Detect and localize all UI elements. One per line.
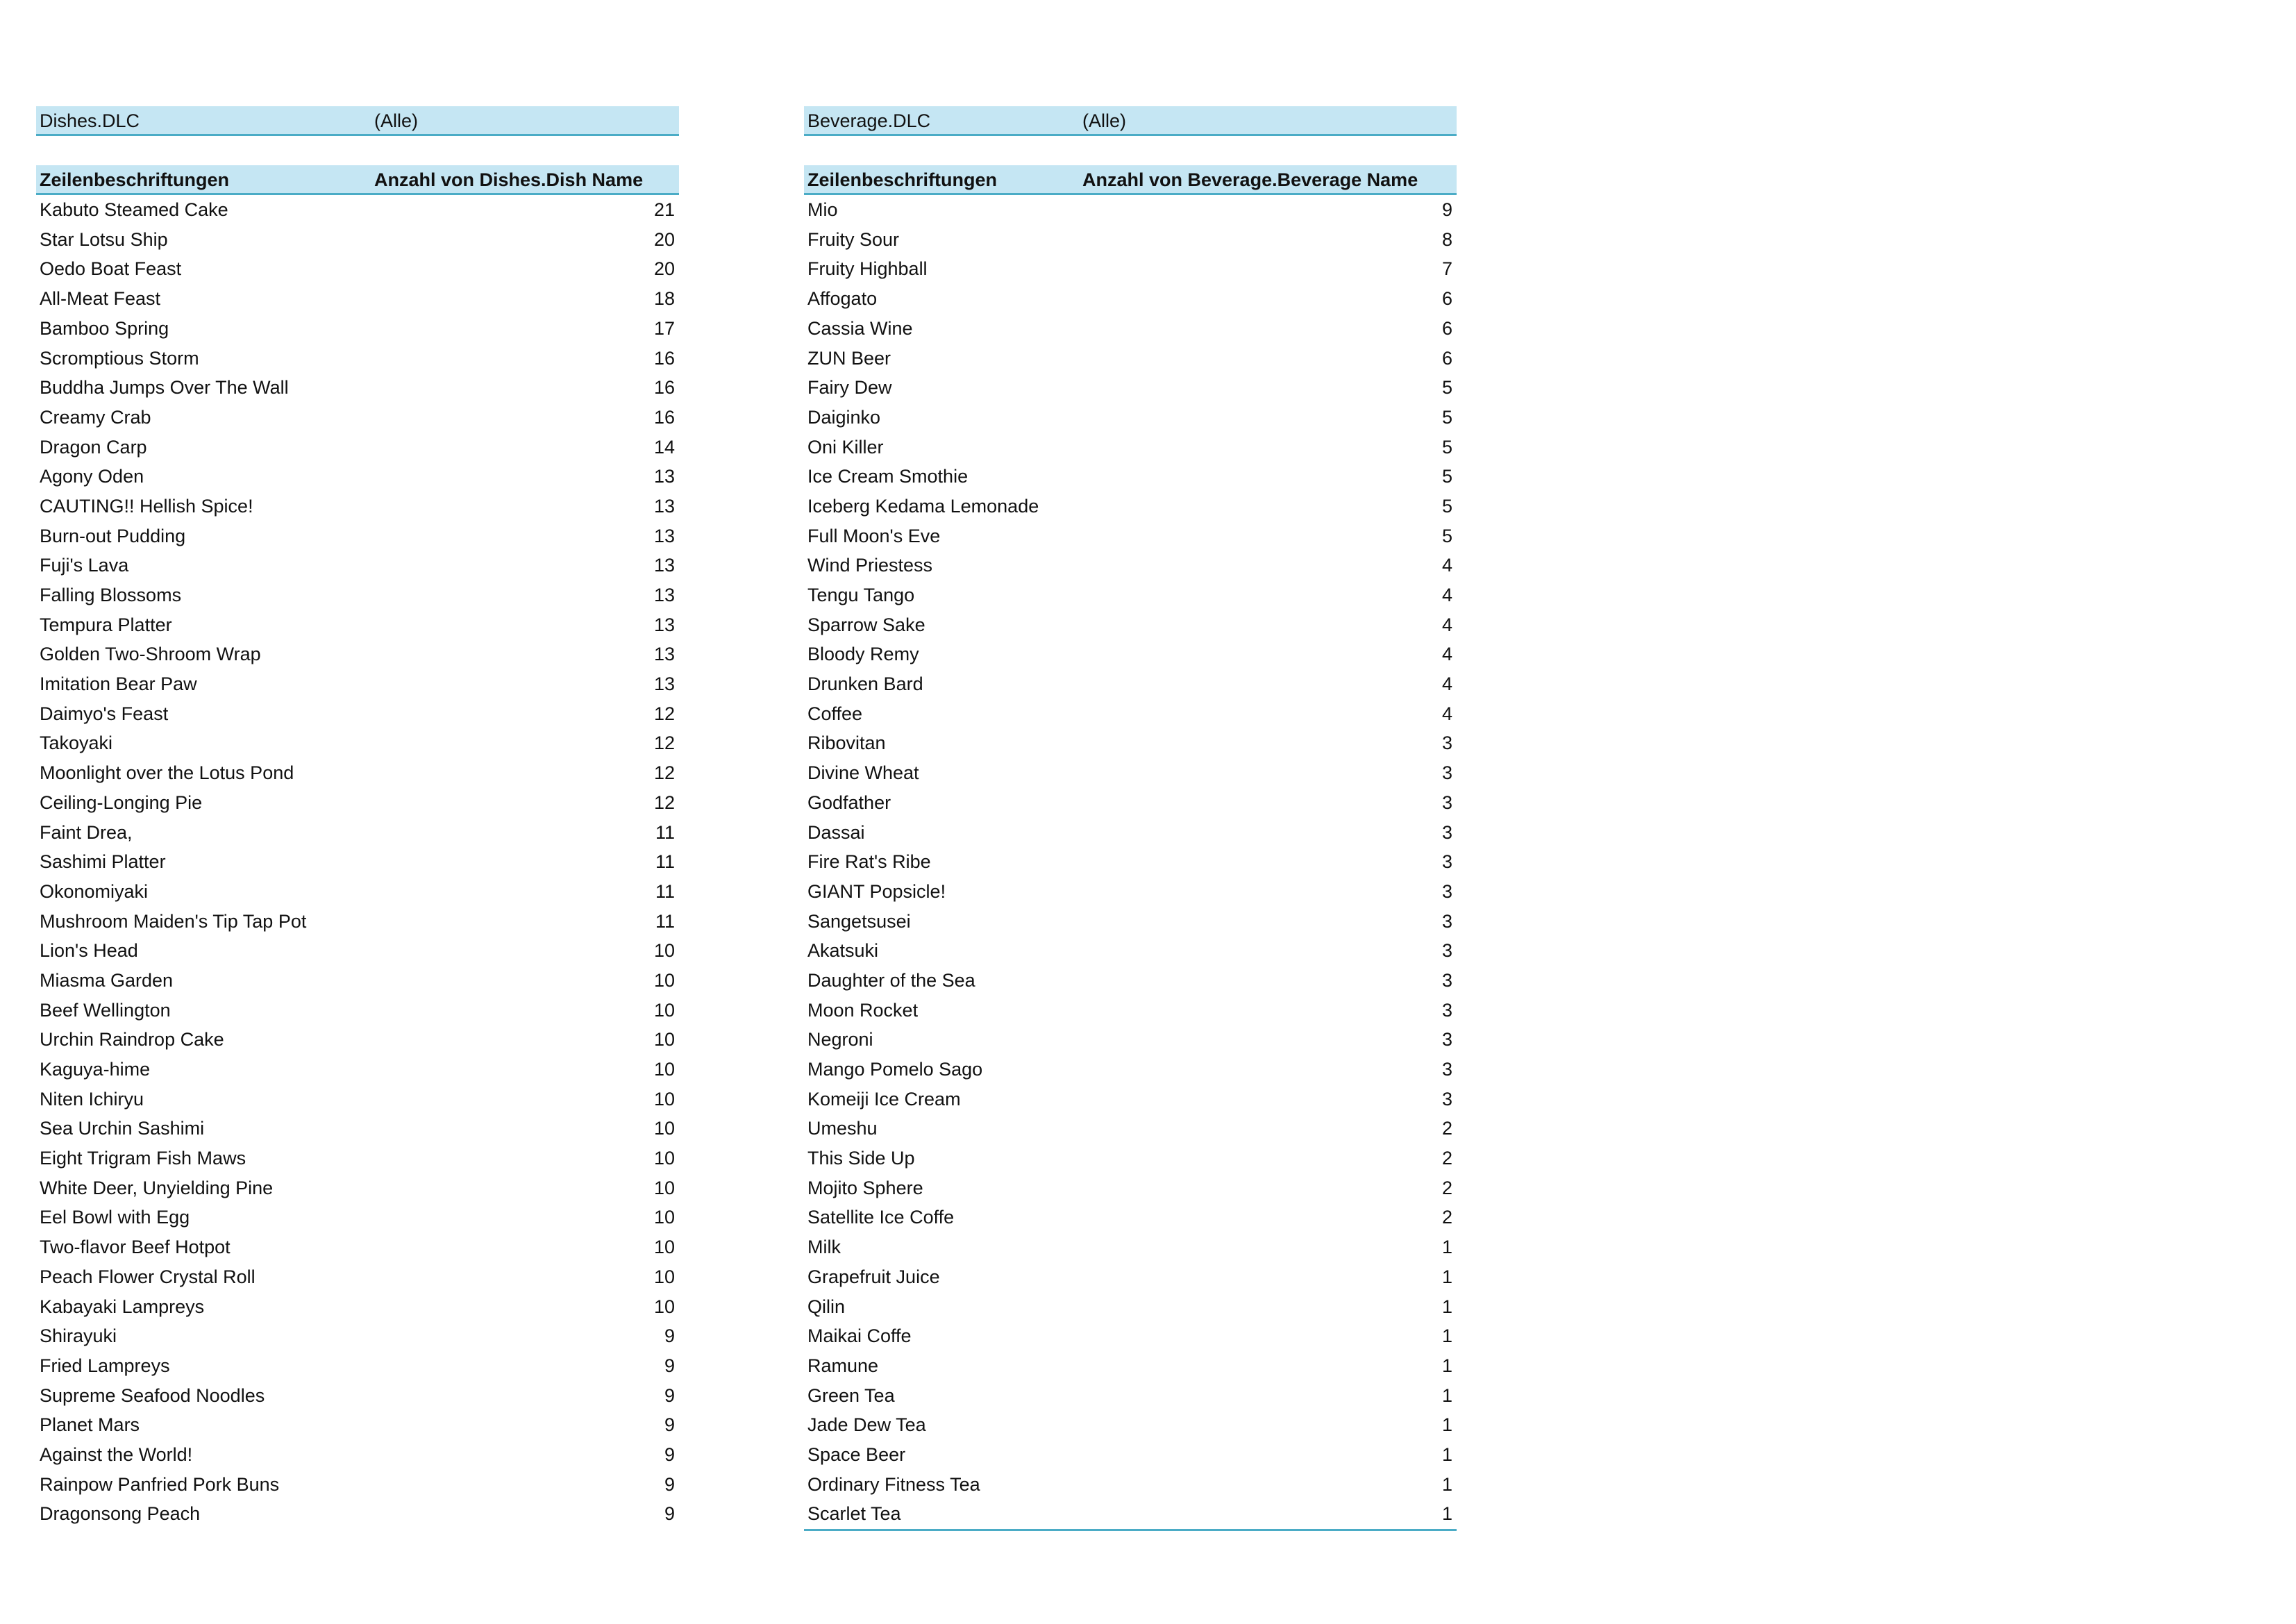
table-row[interactable] bbox=[804, 1381, 1457, 1411]
row-label: Agony Oden bbox=[40, 466, 144, 487]
row-count: 16 bbox=[653, 347, 675, 369]
row-count: 1 bbox=[1441, 1414, 1452, 1436]
row-count: 2 bbox=[1441, 1177, 1452, 1198]
row-count: 3 bbox=[1441, 1029, 1452, 1050]
dishes-filter-dropdown[interactable]: (Alle) bbox=[374, 110, 419, 131]
row-label: Godfather bbox=[807, 792, 891, 813]
table-row[interactable] bbox=[804, 551, 1457, 580]
row-count: 1 bbox=[1441, 1325, 1452, 1347]
table-row[interactable] bbox=[36, 847, 679, 877]
row-label: Eel Bowl with Egg bbox=[40, 1207, 190, 1228]
row-count: 1 bbox=[1441, 1473, 1452, 1495]
beverage-rows bbox=[804, 195, 1457, 1531]
row-count: 5 bbox=[1441, 377, 1452, 399]
row-count: 14 bbox=[653, 436, 675, 458]
row-label: Jade Dew Tea bbox=[807, 1414, 926, 1436]
table-row[interactable] bbox=[804, 433, 1457, 462]
row-count: 4 bbox=[1441, 703, 1452, 724]
row-label: Oni Killer bbox=[807, 436, 884, 458]
table-row[interactable] bbox=[804, 521, 1457, 551]
row-count: 11 bbox=[655, 821, 675, 843]
row-count: 2 bbox=[1441, 1207, 1452, 1228]
row-count: 17 bbox=[653, 317, 675, 339]
row-label: Space Beer bbox=[807, 1443, 906, 1465]
row-label: Mango Pomelo Sago bbox=[807, 1059, 983, 1080]
row-count: 10 bbox=[653, 1207, 675, 1228]
row-count: 5 bbox=[1441, 495, 1452, 517]
row-label: Fire Rat's Ribe bbox=[807, 851, 931, 873]
row-count: 6 bbox=[1441, 317, 1452, 339]
row-count: 10 bbox=[653, 1296, 675, 1317]
row-count: 16 bbox=[653, 377, 675, 399]
row-count: 1 bbox=[1441, 1443, 1452, 1465]
table-row[interactable] bbox=[804, 373, 1457, 403]
row-count: 4 bbox=[1441, 673, 1452, 695]
row-count: 4 bbox=[1441, 555, 1452, 576]
table-row[interactable] bbox=[36, 1144, 679, 1173]
table-row[interactable] bbox=[36, 758, 679, 788]
row-label: Tempura Platter bbox=[40, 614, 172, 635]
row-label: Daiginko bbox=[807, 406, 881, 428]
dishes-filter-row[interactable] bbox=[36, 106, 679, 136]
row-label: Kabuto Steamed Cake bbox=[40, 199, 228, 221]
table-row[interactable] bbox=[36, 966, 679, 996]
table-row[interactable] bbox=[804, 1055, 1457, 1085]
row-label: Falling Blossoms bbox=[40, 585, 182, 605]
row-label: Iceberg Kedama Lemonade bbox=[807, 495, 1039, 517]
row-label: Drunken Bard bbox=[807, 673, 923, 695]
table-row[interactable] bbox=[36, 1114, 679, 1144]
row-count: 3 bbox=[1441, 821, 1452, 843]
row-count: 5 bbox=[1441, 436, 1452, 458]
row-label: Beef Wellington bbox=[40, 999, 171, 1021]
table-row[interactable] bbox=[36, 1203, 679, 1232]
row-count: 9 bbox=[664, 1503, 675, 1525]
row-label: Bloody Remy bbox=[807, 644, 919, 665]
row-count: 13 bbox=[653, 673, 675, 695]
table-row[interactable] bbox=[804, 1410, 1457, 1440]
table-row[interactable] bbox=[36, 314, 679, 344]
row-count: 8 bbox=[1441, 228, 1452, 250]
row-count: 9 bbox=[664, 1443, 675, 1465]
row-label: Affogato bbox=[807, 288, 878, 310]
row-label: Bamboo Spring bbox=[40, 317, 169, 339]
row-label: Coffee bbox=[807, 703, 863, 724]
table-row[interactable] bbox=[804, 1025, 1457, 1055]
row-count: 11 bbox=[655, 910, 675, 932]
row-count: 3 bbox=[1441, 999, 1452, 1021]
beverage-row-labels-header[interactable]: Zeilenbeschriftungen bbox=[807, 169, 998, 191]
table-row[interactable] bbox=[804, 580, 1457, 610]
row-label: Buddha Jumps Over The Wall bbox=[40, 377, 289, 399]
row-count: 10 bbox=[653, 999, 675, 1021]
row-label: Maikai Coffe bbox=[807, 1325, 912, 1347]
row-label: Planet Mars bbox=[40, 1414, 140, 1436]
row-label: Faint Drea, bbox=[40, 821, 133, 843]
table-row[interactable] bbox=[804, 877, 1457, 907]
row-count: 13 bbox=[653, 495, 675, 517]
beverage-filter-row[interactable] bbox=[804, 106, 1457, 136]
table-row[interactable] bbox=[36, 521, 679, 551]
row-count: 1 bbox=[1441, 1355, 1452, 1376]
row-label: This Side Up bbox=[807, 1148, 915, 1169]
row-label: Tengu Tango bbox=[807, 585, 915, 605]
row-label: GIANT Popsicle! bbox=[807, 880, 946, 902]
row-count: 6 bbox=[1441, 288, 1452, 310]
row-count: 20 bbox=[653, 228, 675, 250]
row-label: Sashimi Platter bbox=[40, 851, 166, 873]
row-label: Sea Urchin Sashimi bbox=[40, 1118, 205, 1139]
row-label: Qilin bbox=[807, 1296, 846, 1317]
table-row[interactable] bbox=[36, 1410, 679, 1440]
row-count: 18 bbox=[653, 288, 675, 310]
row-label: Milk bbox=[807, 1237, 841, 1258]
table-row[interactable] bbox=[36, 254, 679, 284]
table-row[interactable] bbox=[804, 284, 1457, 314]
row-label: Dragon Carp bbox=[40, 436, 147, 458]
row-label: Akatsuki bbox=[807, 940, 879, 962]
row-label: Fried Lampreys bbox=[40, 1355, 170, 1376]
table-row[interactable] bbox=[804, 1173, 1457, 1203]
table-row[interactable] bbox=[804, 403, 1457, 433]
row-label: All-Meat Feast bbox=[40, 288, 161, 310]
row-count: 5 bbox=[1441, 466, 1452, 487]
row-label: Burn-out Pudding bbox=[40, 525, 186, 546]
dishes-row-labels-header[interactable]: Zeilenbeschriftungen bbox=[40, 169, 230, 191]
row-count: 1 bbox=[1441, 1266, 1452, 1287]
row-count: 13 bbox=[653, 585, 675, 605]
table-row[interactable] bbox=[804, 1470, 1457, 1500]
row-count: 3 bbox=[1441, 940, 1452, 962]
table-row[interactable] bbox=[804, 610, 1457, 640]
table-row[interactable] bbox=[36, 907, 679, 937]
table-row[interactable] bbox=[36, 492, 679, 521]
table-row[interactable] bbox=[804, 1499, 1457, 1529]
row-label: Takoyaki bbox=[40, 733, 113, 754]
row-label: Cassia Wine bbox=[807, 317, 913, 339]
row-label: Dragonsong Peach bbox=[40, 1503, 201, 1525]
row-label: Supreme Seafood Noodles bbox=[40, 1384, 265, 1406]
table-row[interactable] bbox=[36, 580, 679, 610]
dishes-header-row bbox=[36, 165, 679, 195]
row-count: 3 bbox=[1441, 880, 1452, 902]
row-label: Against the World! bbox=[40, 1443, 193, 1465]
row-count: 2 bbox=[1441, 1148, 1452, 1169]
table-row[interactable] bbox=[804, 936, 1457, 966]
row-count: 21 bbox=[653, 199, 675, 221]
row-count: 12 bbox=[653, 792, 675, 813]
row-label: Ribovitan bbox=[807, 733, 886, 754]
table-row[interactable] bbox=[36, 669, 679, 699]
table-row[interactable] bbox=[36, 433, 679, 462]
table-row[interactable] bbox=[36, 403, 679, 433]
table-row[interactable] bbox=[36, 877, 679, 907]
beverage-count-header: Anzahl von Beverage.Beverage Name bbox=[1082, 169, 1418, 191]
row-label: White Deer, Unyielding Pine bbox=[40, 1177, 274, 1198]
row-count: 13 bbox=[653, 555, 675, 576]
table-row[interactable] bbox=[36, 728, 679, 758]
row-label: Creamy Crab bbox=[40, 406, 151, 428]
row-count: 3 bbox=[1441, 851, 1452, 873]
row-label: Ceiling-Longing Pie bbox=[40, 792, 203, 813]
row-count: 3 bbox=[1441, 792, 1452, 813]
dishes-filter-label: Dishes.DLC bbox=[40, 110, 140, 131]
table-row[interactable] bbox=[804, 1085, 1457, 1114]
row-label: Star Lotsu Ship bbox=[40, 228, 168, 250]
row-count: 1 bbox=[1441, 1296, 1452, 1317]
table-row[interactable] bbox=[804, 728, 1457, 758]
row-label: Wind Priestess bbox=[807, 555, 933, 576]
row-count: 12 bbox=[653, 733, 675, 754]
table-row[interactable] bbox=[804, 462, 1457, 492]
table-row[interactable] bbox=[804, 699, 1457, 729]
row-count: 5 bbox=[1441, 406, 1452, 428]
row-label: Moon Rocket bbox=[807, 999, 919, 1021]
beverage-header-row bbox=[804, 165, 1457, 195]
row-label: Daimyo's Feast bbox=[40, 703, 169, 724]
dishes-count-header: Anzahl von Dishes.Dish Name bbox=[374, 169, 644, 191]
table-row[interactable] bbox=[36, 225, 679, 255]
table-row[interactable] bbox=[804, 225, 1457, 255]
row-count: 1 bbox=[1441, 1237, 1452, 1258]
table-row[interactable] bbox=[804, 1203, 1457, 1232]
table-row[interactable] bbox=[36, 699, 679, 729]
table-row[interactable] bbox=[36, 1440, 679, 1470]
row-label: Imitation Bear Paw bbox=[40, 673, 197, 695]
table-row[interactable] bbox=[36, 373, 679, 403]
row-label: Scarlet Tea bbox=[807, 1503, 901, 1525]
beverage-spacer bbox=[804, 136, 1457, 166]
table-row[interactable] bbox=[804, 639, 1457, 669]
row-count: 1 bbox=[1441, 1503, 1452, 1525]
row-count: 9 bbox=[664, 1325, 675, 1347]
row-label: Urchin Raindrop Cake bbox=[40, 1029, 224, 1050]
beverage-filter-dropdown[interactable]: (Alle) bbox=[1082, 110, 1127, 131]
row-label: Negroni bbox=[807, 1029, 873, 1050]
row-count: 10 bbox=[653, 1237, 675, 1258]
row-label: Sangetsusei bbox=[807, 910, 911, 932]
table-row[interactable] bbox=[36, 1055, 679, 1085]
table-row[interactable] bbox=[804, 1262, 1457, 1292]
row-count: 10 bbox=[653, 1177, 675, 1198]
row-count: 12 bbox=[653, 762, 675, 784]
row-count: 9 bbox=[664, 1414, 675, 1436]
row-count: 6 bbox=[1441, 347, 1452, 369]
table-row[interactable] bbox=[36, 551, 679, 580]
table-row[interactable] bbox=[804, 1292, 1457, 1322]
row-label: Scromptious Storm bbox=[40, 347, 199, 369]
table-row[interactable] bbox=[804, 254, 1457, 284]
table-row[interactable] bbox=[36, 996, 679, 1026]
row-count: 10 bbox=[653, 1059, 675, 1080]
row-label: Golden Two-Shroom Wrap bbox=[40, 644, 261, 665]
row-label: Moonlight over the Lotus Pond bbox=[40, 762, 294, 784]
row-label: Kaguya-hime bbox=[40, 1059, 151, 1080]
row-label: Full Moon's Eve bbox=[807, 525, 941, 546]
row-label: CAUTING!! Hellish Spice! bbox=[40, 495, 253, 517]
row-label: Oedo Boat Feast bbox=[40, 258, 182, 280]
row-label: Fairy Dew bbox=[807, 377, 892, 399]
row-label: Green Tea bbox=[807, 1384, 895, 1406]
row-label: Dassai bbox=[807, 821, 865, 843]
row-count: 10 bbox=[653, 940, 675, 962]
table-row[interactable] bbox=[804, 1114, 1457, 1144]
row-count: 13 bbox=[653, 525, 675, 546]
table-row[interactable] bbox=[36, 462, 679, 492]
table-row[interactable] bbox=[36, 1025, 679, 1055]
row-count: 3 bbox=[1441, 969, 1452, 991]
row-label: Ordinary Fitness Tea bbox=[807, 1473, 980, 1495]
row-label: Okonomiyaki bbox=[40, 880, 149, 902]
table-row[interactable] bbox=[804, 344, 1457, 374]
row-label: Shirayuki bbox=[40, 1325, 117, 1347]
row-label: Ice Cream Smothie bbox=[807, 466, 969, 487]
row-count: 1 bbox=[1441, 1384, 1452, 1406]
dishes-rows bbox=[36, 195, 679, 1529]
row-count: 2 bbox=[1441, 1118, 1452, 1139]
row-count: 12 bbox=[653, 703, 675, 724]
table-row[interactable] bbox=[36, 610, 679, 640]
row-count: 20 bbox=[653, 258, 675, 280]
row-label: Fuji's Lava bbox=[40, 555, 129, 576]
table-row[interactable] bbox=[36, 1351, 679, 1381]
table-row[interactable] bbox=[36, 1085, 679, 1114]
row-count: 9 bbox=[1441, 199, 1452, 221]
table-row[interactable] bbox=[804, 847, 1457, 877]
row-count: 5 bbox=[1441, 525, 1452, 546]
row-count: 3 bbox=[1441, 1059, 1452, 1080]
table-row[interactable] bbox=[804, 1351, 1457, 1381]
row-label: Ramune bbox=[807, 1355, 879, 1376]
table-row[interactable] bbox=[804, 1440, 1457, 1470]
row-label: Rainpow Panfried Pork Buns bbox=[40, 1473, 280, 1495]
beverage-pivot-table bbox=[804, 106, 1457, 1531]
row-count: 13 bbox=[653, 466, 675, 487]
row-count: 7 bbox=[1441, 258, 1452, 280]
table-row[interactable] bbox=[36, 1470, 679, 1500]
table-row[interactable] bbox=[36, 936, 679, 966]
row-count: 16 bbox=[653, 406, 675, 428]
table-row[interactable] bbox=[804, 1144, 1457, 1173]
table-row[interactable] bbox=[36, 788, 679, 818]
row-label: Divine Wheat bbox=[807, 762, 919, 784]
table-row[interactable] bbox=[804, 1321, 1457, 1351]
table-row[interactable] bbox=[804, 996, 1457, 1026]
row-label: Peach Flower Crystal Roll bbox=[40, 1266, 255, 1287]
row-label: Sparrow Sake bbox=[807, 614, 925, 635]
row-label: ZUN Beer bbox=[807, 347, 891, 369]
row-count: 13 bbox=[653, 614, 675, 635]
row-count: 10 bbox=[653, 1088, 675, 1110]
table-row[interactable] bbox=[804, 492, 1457, 521]
beverage-filter-label: Beverage.DLC bbox=[807, 110, 931, 131]
row-label: Kabayaki Lampreys bbox=[40, 1296, 205, 1317]
row-count: 3 bbox=[1441, 762, 1452, 784]
row-label: Mio bbox=[807, 199, 838, 221]
row-count: 4 bbox=[1441, 585, 1452, 605]
table-row[interactable] bbox=[804, 314, 1457, 344]
row-label: Satellite Ice Coffe bbox=[807, 1207, 955, 1228]
row-label: Daughter of the Sea bbox=[807, 969, 975, 991]
row-label: Niten Ichiryu bbox=[40, 1088, 144, 1110]
row-count: 10 bbox=[653, 969, 675, 991]
table-row[interactable] bbox=[36, 1232, 679, 1262]
row-count: 11 bbox=[655, 880, 675, 902]
table-row[interactable] bbox=[804, 669, 1457, 699]
row-label: Lion's Head bbox=[40, 940, 138, 962]
row-count: 4 bbox=[1441, 614, 1452, 635]
row-label: Grapefruit Juice bbox=[807, 1266, 940, 1287]
row-count: 10 bbox=[653, 1266, 675, 1287]
row-label: Komeiji Ice Cream bbox=[807, 1088, 961, 1110]
table-row[interactable] bbox=[804, 195, 1457, 225]
row-label: Umeshu bbox=[807, 1118, 878, 1139]
table-row[interactable] bbox=[804, 788, 1457, 818]
table-row[interactable] bbox=[36, 1262, 679, 1292]
table-row[interactable] bbox=[36, 1321, 679, 1351]
row-label: Miasma Garden bbox=[40, 969, 174, 991]
row-count: 3 bbox=[1441, 910, 1452, 932]
row-count: 9 bbox=[664, 1473, 675, 1495]
row-count: 11 bbox=[655, 851, 675, 873]
table-row[interactable] bbox=[36, 1381, 679, 1411]
row-count: 9 bbox=[664, 1384, 675, 1406]
table-row[interactable] bbox=[36, 1173, 679, 1203]
row-count: 3 bbox=[1441, 733, 1452, 754]
table-row[interactable] bbox=[36, 818, 679, 848]
table-row[interactable] bbox=[36, 344, 679, 374]
table-row[interactable] bbox=[804, 758, 1457, 788]
row-count: 4 bbox=[1441, 644, 1452, 665]
row-count: 3 bbox=[1441, 1088, 1452, 1110]
row-label: Eight Trigram Fish Maws bbox=[40, 1148, 246, 1169]
table-row[interactable] bbox=[36, 195, 679, 225]
dishes-spacer bbox=[36, 136, 679, 166]
row-label: Two-flavor Beef Hotpot bbox=[40, 1237, 231, 1258]
row-label: Mushroom Maiden's Tip Tap Pot bbox=[40, 910, 307, 932]
table-row[interactable] bbox=[804, 1232, 1457, 1262]
table-row[interactable] bbox=[804, 907, 1457, 937]
row-label: Fruity Highball bbox=[807, 258, 928, 280]
row-count: 13 bbox=[653, 644, 675, 665]
table-row[interactable] bbox=[804, 818, 1457, 848]
row-label: Fruity Sour bbox=[807, 228, 900, 250]
dishes-pivot-table bbox=[36, 106, 679, 1529]
row-count: 10 bbox=[653, 1148, 675, 1169]
table-row[interactable] bbox=[36, 1499, 679, 1529]
row-label: Mojito Sphere bbox=[807, 1177, 923, 1198]
table-row[interactable] bbox=[36, 639, 679, 669]
table-row[interactable] bbox=[804, 966, 1457, 996]
table-row[interactable] bbox=[36, 284, 679, 314]
table-row[interactable] bbox=[36, 1292, 679, 1322]
row-count: 10 bbox=[653, 1029, 675, 1050]
row-count: 10 bbox=[653, 1118, 675, 1139]
row-count: 9 bbox=[664, 1355, 675, 1376]
